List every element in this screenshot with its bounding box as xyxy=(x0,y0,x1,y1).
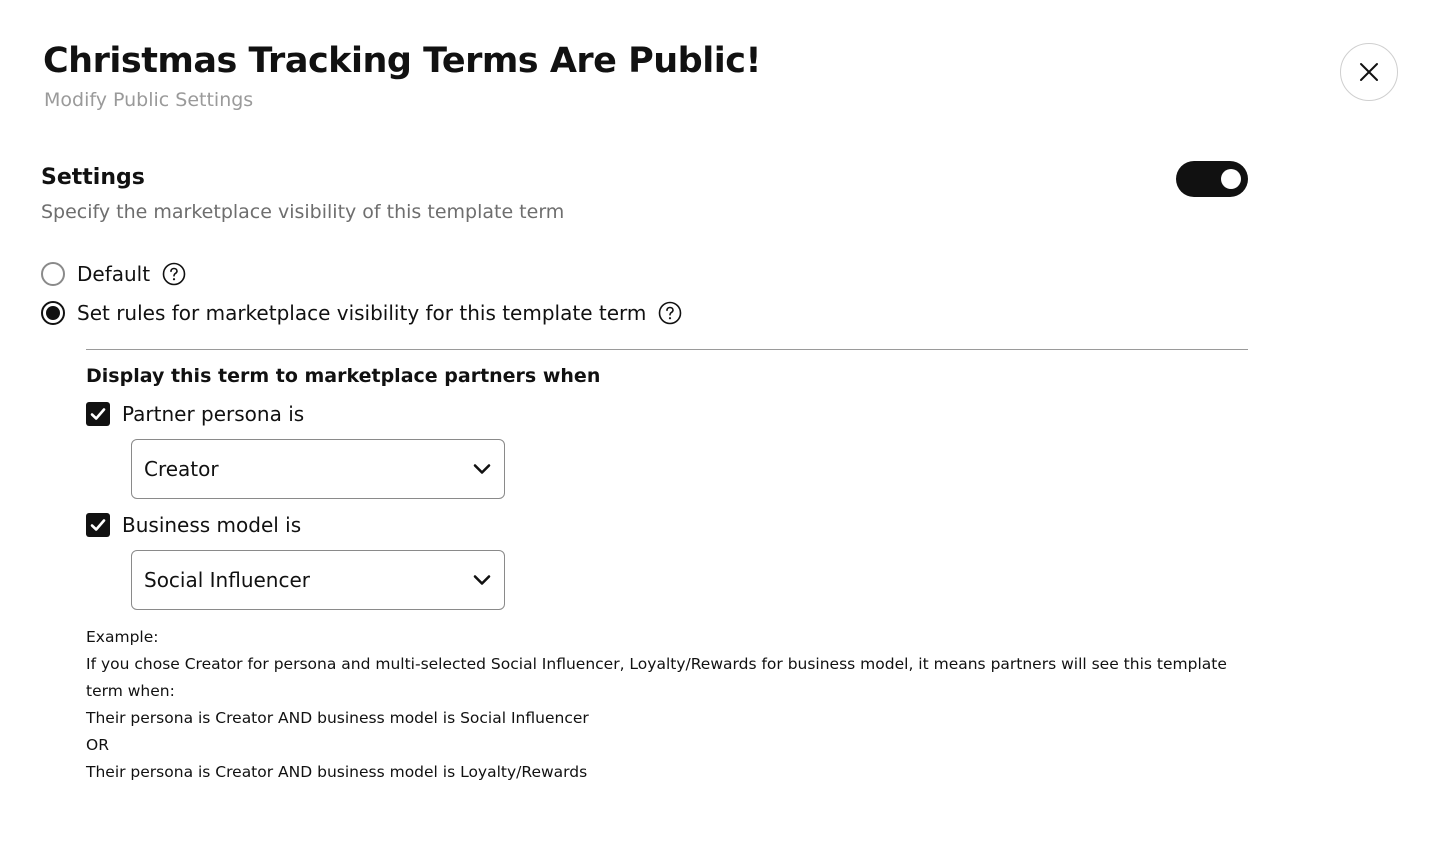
example-description: If you chose Creator for persona and multi-selected Social Influencer, Loyalty/Rewards for business model, it means partners will see this template term when: xyxy=(86,655,1227,700)
page-title: Christmas Tracking Terms Are Public! xyxy=(43,41,761,81)
radio-custom-rules-label[interactable]: Set rules for marketplace visibility for this template term xyxy=(77,301,647,325)
persona-select[interactable] xyxy=(131,439,505,499)
page-subtitle: Modify Public Settings xyxy=(44,89,254,111)
radio-selected-dot xyxy=(46,306,60,320)
chevron-down-icon xyxy=(472,459,492,479)
business-model-select-value: Social Influencer xyxy=(144,568,311,592)
radio-custom-rules[interactable] xyxy=(41,301,65,325)
help-icon[interactable] xyxy=(162,262,186,286)
example-case-1: Their persona is Creator AND business model is Social Influencer xyxy=(86,709,589,727)
business-model-checkbox[interactable] xyxy=(86,513,110,537)
persona-select-value: Creator xyxy=(144,457,219,481)
radio-option-custom-rules[interactable] xyxy=(41,299,682,327)
radio-default[interactable] xyxy=(41,262,65,286)
settings-title: Settings xyxy=(41,165,145,190)
persona-label[interactable]: Partner persona is xyxy=(122,402,305,426)
close-button[interactable] xyxy=(1340,43,1398,101)
chevron-down-icon xyxy=(472,570,492,590)
business-model-select[interactable] xyxy=(131,550,505,610)
public-toggle[interactable] xyxy=(1176,161,1248,197)
example-or: OR xyxy=(86,736,109,754)
settings-description: Specify the marketplace visibility of this template term xyxy=(41,201,565,223)
checkmark-icon xyxy=(89,516,107,534)
checkmark-icon xyxy=(89,405,107,423)
example-block xyxy=(86,624,1248,786)
business-model-rule-row[interactable] xyxy=(86,511,301,539)
persona-rule-row[interactable] xyxy=(86,400,304,428)
example-case-2: Their persona is Creator AND business model is Loyalty/Rewards xyxy=(86,763,588,781)
help-icon[interactable] xyxy=(658,301,682,325)
persona-checkbox[interactable] xyxy=(86,402,110,426)
rules-heading: Display this term to marketplace partners when xyxy=(86,365,601,387)
section-divider xyxy=(86,349,1248,350)
close-icon xyxy=(1359,62,1379,82)
radio-option-default[interactable] xyxy=(41,260,186,288)
business-model-label[interactable]: Business model is xyxy=(122,513,302,537)
toggle-knob xyxy=(1221,169,1241,189)
example-label: Example: xyxy=(86,628,159,646)
radio-default-label[interactable]: Default xyxy=(77,262,151,286)
